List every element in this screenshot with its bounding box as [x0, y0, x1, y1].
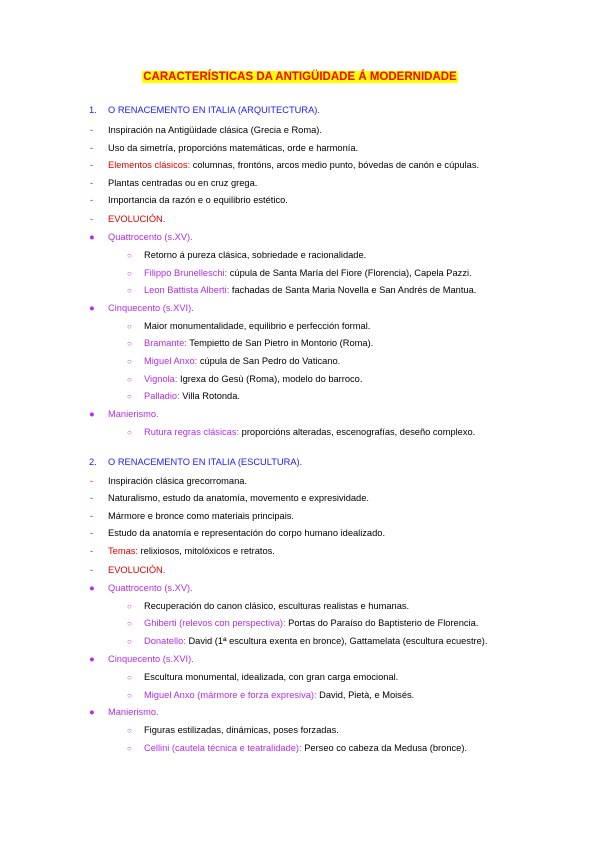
sub-item: Rutura regras clásicas: proporcións alteradas, escenografías, deseño complexo.	[144, 427, 476, 437]
sub-bullet-marker: ○	[127, 322, 132, 331]
list-item: Naturalismo, estudo da anatomía, movemento e expresividade.	[108, 493, 369, 503]
sub-bullet-marker: ○	[127, 251, 132, 260]
dash-marker: -	[90, 160, 94, 170]
sub-bullet-marker: ○	[127, 673, 132, 682]
list-item: Plantas centradas ou en cruz grega.	[108, 178, 258, 188]
dash-marker: -	[90, 178, 94, 188]
dash-marker: -	[90, 565, 94, 575]
sub-item: Ghiberti (relevos con perspectiva): Portas do Paraíso do Baptisterio de Florencia.	[144, 618, 479, 628]
list-item: Mármore e bronce como materiais principais.	[108, 511, 295, 521]
dash-marker: -	[90, 493, 94, 503]
sub-item: Miguel Anxo: cúpula de San Pedro do Vaticano.	[144, 356, 341, 366]
bullet-marker: ●	[89, 232, 95, 242]
sub-item: Donatello: David (1ª escultura exenta en bronce), Gattamelata (escultura ecuestre).	[144, 636, 488, 646]
sub-item: Retorno á pureza clásica, sobriedade e racionalidade.	[144, 250, 367, 260]
period-heading: Cinquecento (s.XVI).	[108, 303, 194, 313]
sub-item: Cellini (cautela técnica e teatralidade): Perseo co cabeza da Medusa (bronce).	[144, 743, 467, 753]
sub-bullet-marker: ○	[127, 392, 132, 401]
sub-bullet-marker: ○	[127, 339, 132, 348]
section-1-heading: O RENACEMENTO EN ITALIA (ARQUITECTURA).	[108, 105, 320, 115]
sub-item: Escultura monumental, idealizada, con gran carga emocional.	[144, 672, 399, 682]
dash-marker: -	[90, 511, 94, 521]
sub-bullet-marker: ○	[127, 286, 132, 295]
section-1-number: 1.	[89, 105, 97, 115]
list-item: Importancia da razón e o equilibrio estético.	[108, 195, 288, 205]
list-item: Inspiración clásica grecorromana.	[108, 476, 247, 486]
sub-item: Vignola: Igrexa do Gesù (Roma), modelo do barroco.	[144, 374, 363, 384]
dash-marker: -	[90, 195, 94, 205]
period-heading: Manierismo.	[108, 707, 159, 717]
period-heading: Quattrocento (s.XV).	[108, 583, 193, 593]
dash-marker: -	[90, 546, 94, 556]
list-item: Inspiración na Antigüidade clásica (Grecia e Roma).	[108, 125, 322, 135]
sub-bullet-marker: ○	[127, 602, 132, 611]
sub-bullet-marker: ○	[127, 619, 132, 628]
sub-item: Figuras estilizadas, dinámicas, poses forzadas.	[144, 725, 339, 735]
section-2-number: 2.	[89, 457, 97, 467]
dash-marker: -	[90, 528, 94, 538]
evolution-label: EVOLUCIÓN.	[108, 214, 166, 224]
period-heading: Quattrocento (s.XV).	[108, 232, 193, 242]
document-title: CARACTERÍSTICAS DA ANTIGÜIDADE Á MODERNIDADE	[143, 71, 457, 83]
sub-bullet-marker: ○	[127, 744, 132, 753]
sub-bullet-marker: ○	[127, 691, 132, 700]
bullet-marker: ●	[89, 654, 95, 664]
sub-item: Miguel Anxo (mármore e forza expresiva): David, Pietà, e Moisés.	[144, 690, 415, 700]
dash-marker: -	[90, 476, 94, 486]
section-2-heading: O RENACEMENTO EN ITALIA (ESCULTURA).	[108, 457, 303, 467]
evolution-label: EVOLUCIÓN.	[108, 565, 166, 575]
sub-item: Recuperación do canon clásico, esculturas realistas e humanas.	[144, 601, 410, 611]
period-heading: Cinquecento (s.XVI).	[108, 654, 194, 664]
period-heading: Manierismo.	[108, 409, 159, 419]
list-item: Estudo da anatomía e representación do corpo humano idealizado.	[108, 528, 386, 538]
sub-bullet-marker: ○	[127, 726, 132, 735]
sub-item: Maior monumentalidade, equilibrio e perfección formal.	[144, 321, 371, 331]
bullet-marker: ●	[89, 583, 95, 593]
bullet-marker: ●	[89, 303, 95, 313]
dash-marker: -	[90, 143, 94, 153]
sub-item: Bramante: Tempietto de San Pietro in Montorio (Roma).	[144, 338, 374, 348]
sub-bullet-marker: ○	[127, 375, 132, 384]
sub-item: Palladio: Villa Rotonda.	[144, 391, 240, 401]
sub-bullet-marker: ○	[127, 428, 132, 437]
bullet-marker: ●	[89, 707, 95, 717]
list-item: Temas: relixiosos, mitolóxicos e retratos.	[108, 546, 275, 556]
sub-bullet-marker: ○	[127, 637, 132, 646]
dash-marker: -	[90, 125, 94, 135]
sub-item: Leon Battista Alberti: fachadas de Santa Maria Novella e San Andrés de Mantua.	[144, 285, 477, 295]
list-item: Elementos clásicos: columnas, frontóns, arcos medio punto, bóvedas de canón e cúpulas.	[108, 160, 480, 170]
bullet-marker: ●	[89, 409, 95, 419]
sub-bullet-marker: ○	[127, 269, 132, 278]
sub-item: Filippo Brunelleschi: cúpula de Santa María del Fiore (Florencia), Capela Pazzi.	[144, 268, 472, 278]
dash-marker: -	[90, 214, 94, 224]
sub-bullet-marker: ○	[127, 357, 132, 366]
list-item: Uso da simetría, proporcións matemáticas, orde e harmonía.	[108, 143, 359, 153]
